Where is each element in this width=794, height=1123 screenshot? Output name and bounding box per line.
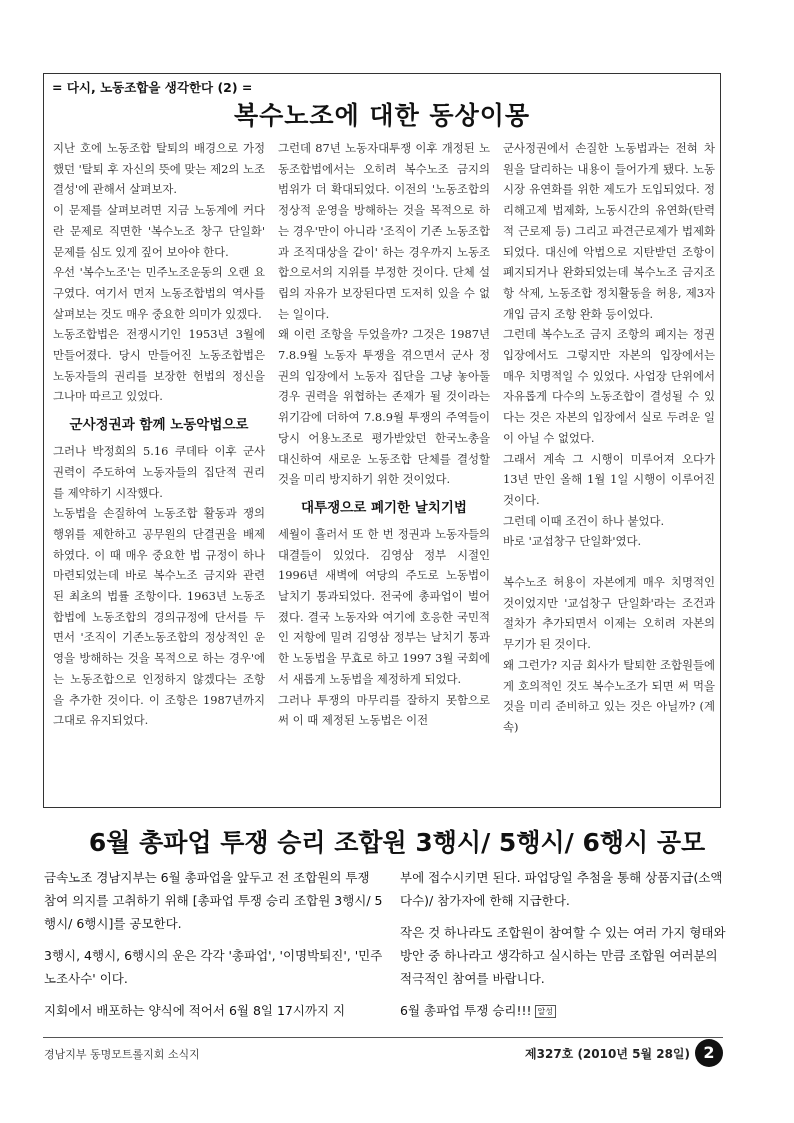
article-column-2 xyxy=(278,138,490,731)
paragraph: 3행시, 4행시, 6행시의 운은 각각 '총파업', '이명박퇴진', '민주노조사수' 이다. xyxy=(44,948,383,986)
promo-title: 6월 총파업 투쟁 승리 조합원 3행시/ 5행시/ 6행시 공모 xyxy=(88,828,706,857)
article-column-3 xyxy=(503,138,715,738)
series-label: = 다시, 노동조합을 생각한다 (2) = xyxy=(52,80,253,95)
paragraph: 군사정권에서 손질한 노동법과는 전혀 차원을 달리하는 내용이 들어가게 됐다. 노동시장 유연화를 위한 제도가 도입되었다. 정리해고제 법제화, 노동시간의 유연화(탄력적 근로제 등) 그리고 파견근로제가 법제화되었다. 대신에 악법으로 지탄받던 조항이 폐지되거나 완화되었는데 복수노조 금지조항 삭제, 노동조합 정치활동을 허용, 제3자 개입 금지 조항 완화 등이었다. xyxy=(503,141,715,321)
paragraph: 지회에서 배포하는 양식에 적어서 6월 8일 17시까지 지 xyxy=(44,1003,346,1018)
page-number: 2 xyxy=(695,1039,723,1067)
paragraph: 노동법을 손질하여 노동조합 활동과 쟁의행위를 제한하고 공무원의 단결권을 배제하였다. 이 때 매우 중요한 법 규정이 하나 마련되었는데 바로 복수노조 금지와 관련된 최초의 법률 조항이다. 1963년 노동조합법에 노동조합의 경의규정에 단서를 두면서 '조직이 기존노동조합의 정상적인 운영을 방해하는 것을 목적으로 하는 경우'에는 노동조합으로 인정하지 않겠다는 조항을 추가한 것이다. 이 조항은 1987년까지 그대로 유지되었다. xyxy=(53,506,265,728)
issue-info: 제327호 (2010년 5월 28일) xyxy=(525,1047,690,1061)
subheading: 군사정권과 함께 노동악법으로 xyxy=(69,417,249,434)
paragraph: 부에 접수시키면 된다. 파업당일 추첨을 통해 상품지급(소액 다수)/ 참가자에 한해 지급한다. xyxy=(400,870,723,908)
subheading: 대투쟁으로 폐기한 날치기법 xyxy=(301,499,467,516)
spacer xyxy=(503,552,715,572)
newsletter-name: 경남지부 동명모트롤지회 소식지 xyxy=(44,1048,200,1061)
article-title: 복수노조에 대한 동상이몽 xyxy=(233,101,531,130)
paragraph: 그런데 87년 노동자대투쟁 이후 개정된 노동조합법에서는 오히려 복수노조 금지의 범위가 더 확대되었다. 이전의 '노동조합의 정상적 운영을 방해하는 것을 목적으로 하는 경우'만이 아니라 '조직이 기존 노동조합과 조직대상을 같이' 하는 경우까지 노동조합으로서의 지위를 부정한 것이다. 단체 설립의 자유가 보장된다면 도저히 있을 수 없는 일이다. xyxy=(278,141,490,321)
article-box xyxy=(43,73,721,808)
paragraph: 지난 호에 노동조합 탈퇴의 배경으로 가정했던 '탈퇴 후 자신의 뜻에 맞는 제2의 노조 결성'에 관해서 살펴보자. xyxy=(53,141,265,197)
article-column-1 xyxy=(53,138,265,731)
paragraph: 왜 그런가? 지금 회사가 탈퇴한 조합원들에게 호의적인 것도 복수노조가 되면 써 먹을 것을 미리 준비하고 있는 것은 아닐까? (계속) xyxy=(503,657,715,734)
paragraph: 왜 이런 조항을 두었을까? 그것은 1987년 7.8.9월 노동자 투쟁을 겪으면서 군사 정권의 입장에서 노동자 집단을 그냥 놓아둘 경우 권력을 위협하는 존재가 될 것이라는 위기감에 더하여 7.8.9월 투쟁의 주역들이 당시 어용노조로 평가받았던 한국노총을 대신하여 새로운 노동조합 단체를 결성할 것을 미리 방지하기 위한 것이었다. xyxy=(278,327,490,487)
paragraph: 금속노조 경남지부는 6월 총파업을 앞두고 전 조합원의 투쟁 참여 의지를 고취하기 위해 [총파업 투쟁 승리 조합원 3행시/ 5행시/ 6행시]를 공모한다. xyxy=(44,870,383,931)
paragraph: 그래서 계속 그 시행이 미루어져 오다가 13년 만인 올해 1월 1일 시행이 이루어진 것이다. xyxy=(503,451,715,507)
paragraph: 노동조합법은 전쟁시기인 1953년 3월에 만들어졌다. 당시 만들어진 노동조합법은 노동자들의 권리를 보장한 헌법의 정신을 그나마 따르고 있었다. xyxy=(53,327,265,404)
footer-divider xyxy=(43,1037,723,1038)
author-stamp: 알성 xyxy=(535,1005,556,1018)
paragraph: 작은 것 하나라도 조합원이 참여할 수 있는 여러 가지 형태와 방안 중 하나라고 생각하고 실시하는 만큼 조합원 여러분의 적극적인 참여를 바랍니다. xyxy=(400,925,726,986)
paragraph: 우선 '복수노조'는 민주노조운동의 오랜 요구였다. 여기서 먼저 노동조합법의 역사를 살펴보는 것도 매우 중요한 의미가 있겠다. xyxy=(53,265,265,321)
paragraph: 그러나 투쟁의 마무리를 잘하지 못함으로써 이 때 제정된 노동법은 이전 xyxy=(278,692,490,728)
closing-text: 6월 총파업 투쟁 승리!!! xyxy=(400,1003,532,1018)
promo-column-right xyxy=(400,866,726,1031)
promo-column-left xyxy=(44,866,384,1031)
paragraph: 이 문제를 살펴보려면 지금 노동계에 커다란 문제로 직면한 '복수노조 창구 단일화' 문제를 심도 있게 짚어 보아야 한다. xyxy=(53,203,265,259)
paragraph: 그런데 복수노조 금지 조항의 폐지는 정권 입장에서도 그렇지만 자본의 입장에서는 매우 치명적일 수 있었다. 사업장 단위에서 자유롭게 다수의 노동조합이 결성될 수 있다는 것은 자본의 입장에서 실로 두려운 일이 아닐 수 없었다. xyxy=(503,327,715,445)
paragraph: 세월이 흘러서 또 한 번 정권과 노동자들의 대결들이 있었다. 김영삼 정부 시절인 1996년 새벽에 여당의 주도로 노동법이 날치기 통과되었다. 전국에 총파업이 벌어졌다. 결국 노동자와 여기에 호응한 국민적인 저항에 밀려 김영삼 정부는 날치기 통과한 노동법을 무효로 하고 1997 3월 국회에서 새롭게 노동법을 제정하게 되었다. xyxy=(278,526,491,686)
closing-line xyxy=(400,999,726,1022)
paragraph: 그런데 이때 조건이 하나 붙었다. xyxy=(503,513,665,528)
paragraph: 바로 '교섭창구 단일화'였다. xyxy=(503,534,642,549)
paragraph: 그러나 박정희의 5.16 쿠데타 이후 군사 권력이 주도하여 노동자들의 집단적 권리를 제약하기 시작했다. xyxy=(53,444,265,500)
paragraph: 복수노조 허용이 자본에게 매우 치명적인 것이었지만 '교섭창구 단일화'라는 조건과 절차가 추가되면서 이제는 오히려 자본의 무기가 된 것이다. xyxy=(503,575,715,652)
